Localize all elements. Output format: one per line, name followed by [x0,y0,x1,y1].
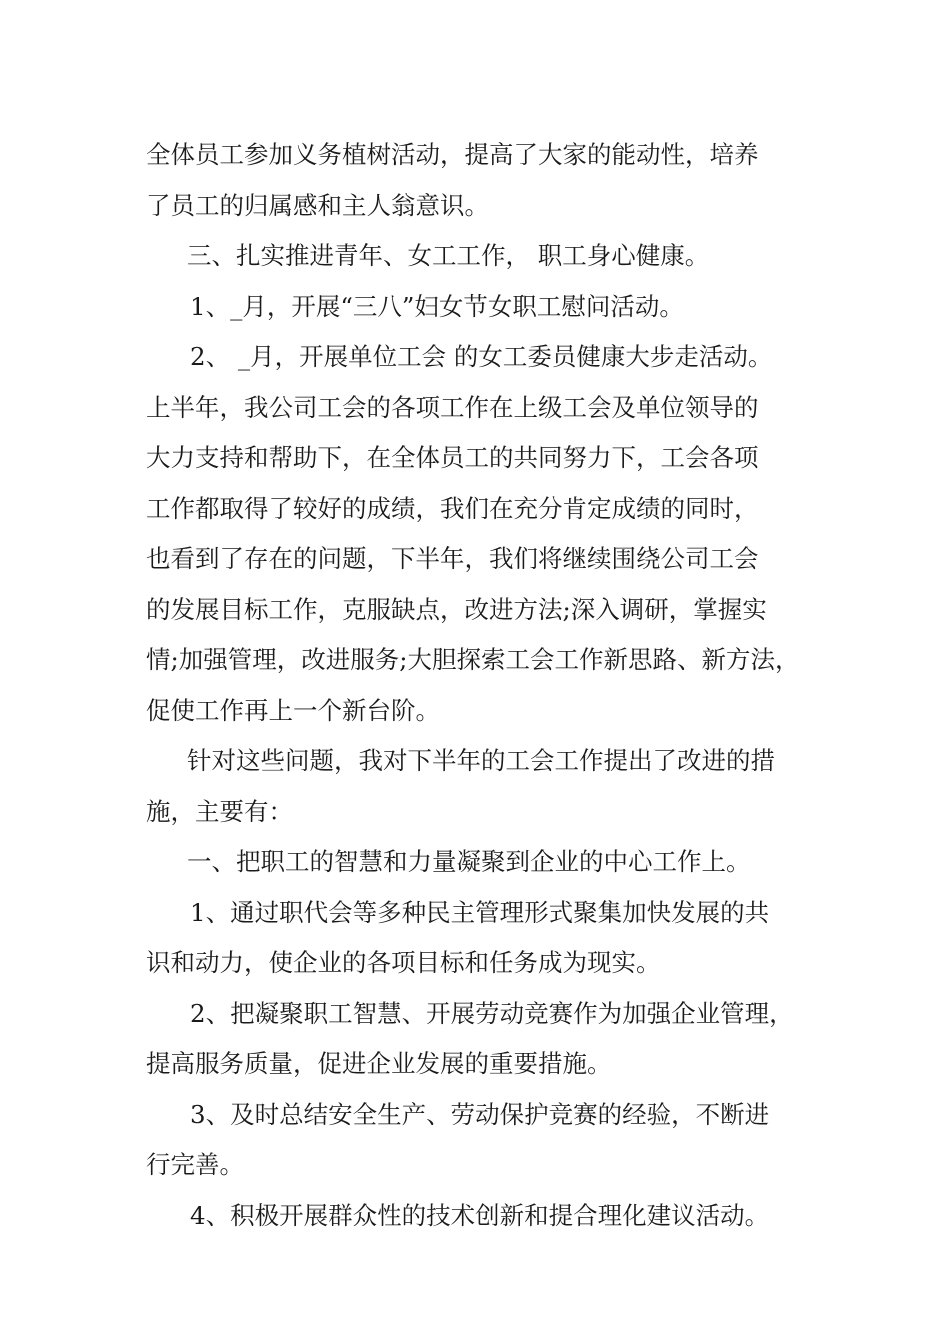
list-item: 1、_月，开展“三八”妇女节女职工慰问活动。 [190,291,684,321]
text-line: 工作都取得了较好的成绩，我们在充分肯定成绩的同时， [146,493,759,523]
paragraph-start: 针对这些问题，我对下半年的工会工作提出了改进的措 [187,746,775,775]
text-line: 促使工作再上一个新台阶。 [146,695,440,725]
list-item: 1、通过职代会等多种民主管理形式聚集加快发展的共 [190,897,770,927]
text-line: 行完善。 [146,1150,244,1179]
text-line: 了员工的归属感和主人翁意识。 [146,190,489,220]
text-line: 的发展目标工作，克服缺点，改进方法;深入调研，掌握实 [146,594,767,624]
document-body [146,130,816,1241]
text-line: 施，主要有： [146,796,293,826]
list-item: 2、 _月，开展单位工会 的女工委员健康大步走活动。 [190,342,773,371]
text-line: 上半年，我公司工会的各项工作在上级工会及单位领导的 [146,392,759,422]
text-line: 全体员工参加义务植树活动，提高了大家的能动性，培养 [146,140,759,169]
list-item: 2、把凝聚职工智慧、开展劳动竞赛作为加强企业管理， [190,998,794,1028]
text-line: 提高服务质量，促进企业发展的重要措施。 [146,1049,612,1078]
text-line: 大力支持和帮助下，在全体员工的共同努力下，工会各项 [146,443,759,472]
section-heading: 三、扎实推进青年、女工工作， 职工身心健康。 [187,241,710,270]
list-item: 4、积极开展群众性的技术创新和提合理化建议活动。 [190,1200,770,1230]
text-line: 也看到了存在的问题，下半年，我们将继续围绕公司工会 [146,544,759,573]
text-line: 情;加强管理，改进服务;大胆探索工会工作新思路、新方法， [146,645,800,674]
section-heading: 一、把职工的智慧和力量凝聚到企业的中心工作上。 [187,847,751,876]
list-item: 3、及时总结安全生产、劳动保护竞赛的经验，不断进 [190,1099,770,1129]
text-line: 识和动力，使企业的各项目标和任务成为现实。 [146,948,661,977]
